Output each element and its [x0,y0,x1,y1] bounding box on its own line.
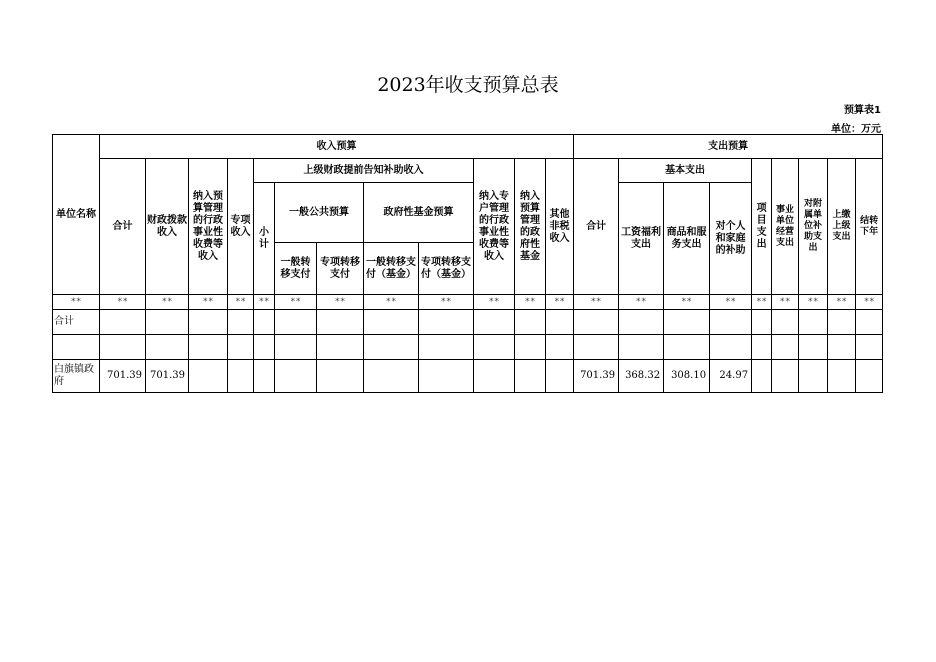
data-cell [474,335,515,360]
data-cell [619,310,664,335]
header-general-transfer-fund: 一般转移支付（基金） [364,243,419,295]
marker-cell: ** [228,295,254,310]
header-gov-fund: 纳入预算管理的政府性基金 [515,159,546,295]
header-wages: 工资福利支出 [619,183,664,295]
data-cell [515,335,546,360]
marker-cell: ** [275,295,317,310]
header-project-expense: 项目支出 [752,159,772,295]
marker-cell: ** [146,295,189,310]
data-cell [254,335,275,360]
header-special-transfer-fund: 专项转移支付（基金） [419,243,474,295]
row-name: 白旗镇政府 [53,360,100,393]
data-cell [710,335,752,360]
header-expense-budget: 支出预算 [574,135,883,159]
data-cell [799,310,828,335]
data-cell [317,310,364,335]
header-remit-superior: 上缴上级支出 [828,159,856,295]
data-cell [146,335,189,360]
data-cell [228,310,254,335]
marker-cell: ** [828,295,856,310]
data-cell [546,360,574,393]
header-fiscal-appropriation: 财政拨款收入 [146,159,189,295]
data-cell: 368.32 [619,360,664,393]
marker-cell: ** [856,295,883,310]
data-cell [664,335,710,360]
table-code: 预算表1 [844,105,881,116]
marker-cell: ** [100,295,146,310]
data-cell [364,335,419,360]
header-expense-total: 合计 [574,159,619,295]
data-cell [752,360,772,393]
data-cell [772,335,799,360]
marker-cell: ** [53,295,100,310]
row-name: 合计 [53,310,100,335]
table-row [53,310,883,335]
data-cell [664,310,710,335]
data-cell: 701.39 [146,360,189,393]
marker-cell: ** [474,295,515,310]
data-cell [189,310,228,335]
data-cell [254,360,275,393]
header-superior-transfer: 上级财政提前告知补助收入 [254,159,474,183]
data-cell [474,360,515,393]
marker-cell: ** [574,295,619,310]
header-basic-expense: 基本支出 [619,159,752,183]
data-cell [254,310,275,335]
budget-table [52,134,883,393]
header-special-account-fees: 纳入专户管理的行政事业性收费等收入 [474,159,515,295]
header-goods-services: 商品和服务支出 [664,183,710,295]
data-cell [100,335,146,360]
data-cell [619,335,664,360]
data-cell [856,335,883,360]
page-title: 2023年收支预算总表 [377,74,559,96]
data-cell [146,310,189,335]
data-cell [515,360,546,393]
data-cell [799,335,828,360]
header-special-income: 专项收入 [228,159,254,295]
data-cell [275,335,317,360]
row-name [53,335,100,360]
header-gov-fund-budget: 政府性基金预算 [364,183,474,243]
data-cell: 701.39 [100,360,146,393]
data-cell [856,310,883,335]
header-admin-fees: 纳入预算管理的行政事业性收费等收入 [189,159,228,295]
data-cell [419,310,474,335]
header-subtotal: 小计 [254,183,275,295]
data-cell [574,310,619,335]
data-cell [364,360,419,393]
data-cell [772,310,799,335]
marker-cell: ** [189,295,228,310]
header-income-total: 合计 [100,159,146,295]
data-cell [710,310,752,335]
data-cell [828,310,856,335]
data-cell [752,310,772,335]
data-cell: 701.39 [574,360,619,393]
header-enterprise-op: 事业单位经营支出 [772,159,799,295]
header-carry-forward: 结转下年 [856,159,883,295]
header-subsidy-affiliated: 对附属单位补助支出 [799,159,828,295]
marker-cell: ** [254,295,275,310]
marker-cell: ** [317,295,364,310]
header-unit-name: 单位名称 [53,135,100,295]
data-cell [574,335,619,360]
marker-cell: ** [664,295,710,310]
marker-cell: ** [364,295,419,310]
data-cell [799,360,828,393]
data-cell [828,335,856,360]
marker-cell: ** [515,295,546,310]
data-cell [828,360,856,393]
data-cell [317,335,364,360]
header-general-public-budget: 一般公共预算 [275,183,364,243]
header-other-nontax: 其他非税收入 [546,159,574,295]
marker-cell: ** [799,295,828,310]
data-cell [364,310,419,335]
data-cell: 24.97 [710,360,752,393]
data-cell [275,310,317,335]
data-cell [189,360,228,393]
data-cell: 308.10 [664,360,710,393]
marker-cell: ** [619,295,664,310]
data-cell [419,335,474,360]
marker-row [53,295,883,310]
data-cell [546,310,574,335]
data-cell [419,360,474,393]
data-cell [317,360,364,393]
data-cell [856,360,883,393]
data-cell [228,335,254,360]
data-cell [752,335,772,360]
data-cell [100,310,146,335]
data-cell [772,360,799,393]
table-row [53,335,883,360]
data-cell [474,310,515,335]
marker-cell: ** [419,295,474,310]
data-cell [515,310,546,335]
header-special-transfer: 专项转移支付 [317,243,364,295]
data-cell [189,335,228,360]
header-general-transfer: 一般转移支付 [275,243,317,295]
unit-label: 单位：万元 [831,124,881,135]
data-cell [275,360,317,393]
marker-cell: ** [710,295,752,310]
marker-cell: ** [772,295,799,310]
data-cell [546,335,574,360]
marker-cell: ** [546,295,574,310]
table-row [53,360,883,393]
header-personal-family: 对个人和家庭的补助 [710,183,752,295]
marker-cell: ** [752,295,772,310]
header-income-budget: 收入预算 [100,135,574,159]
data-cell [228,360,254,393]
